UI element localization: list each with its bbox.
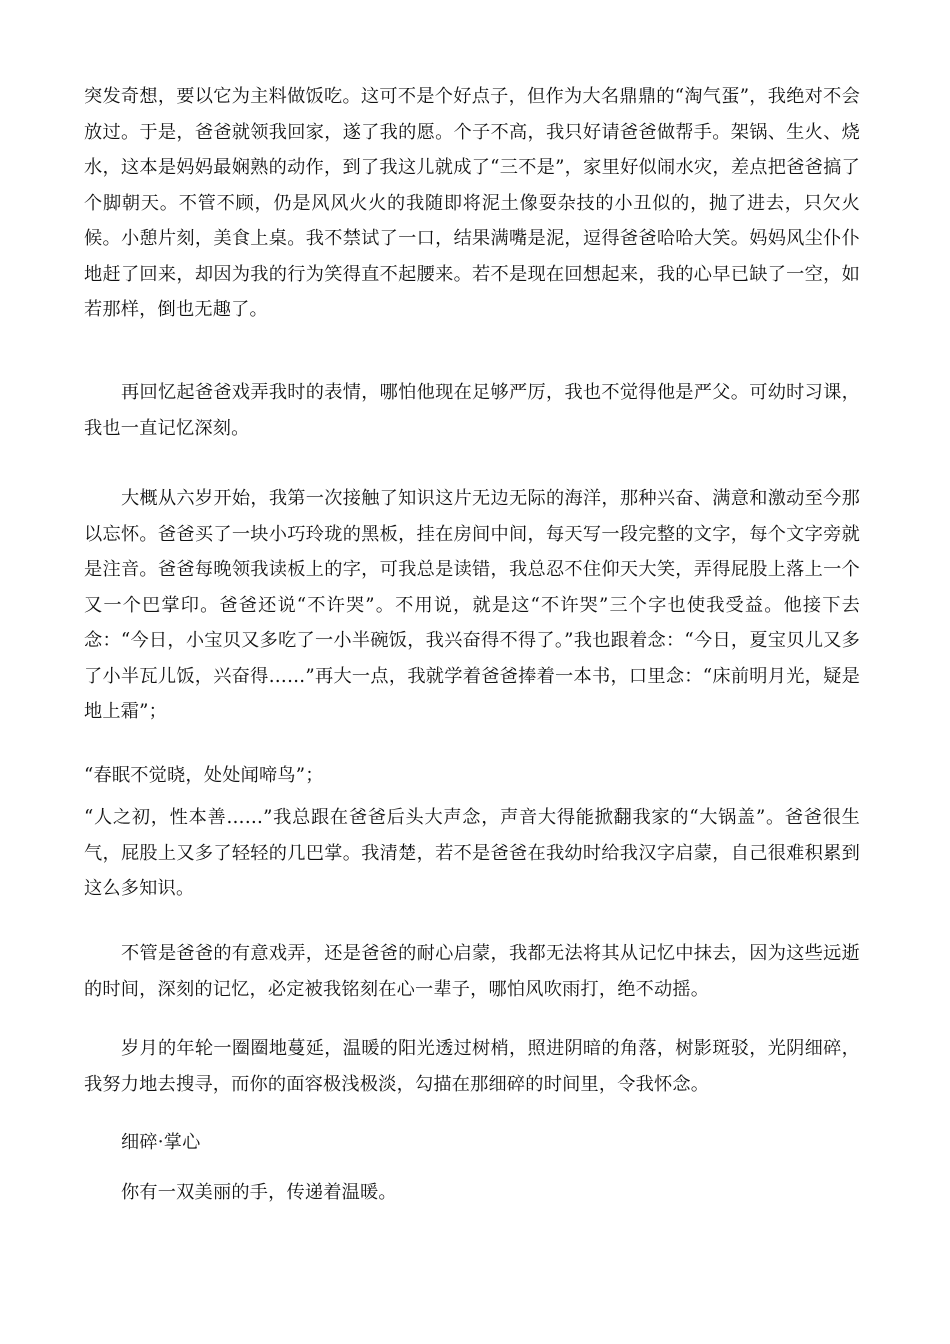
section-heading: 细碎·掌心 (121, 1132, 201, 1153)
paragraph-7: 岁月的年轮一圈圈地蔓延，温暖的阳光透过树梢，照进阴暗的角落，树影斑驳，光阴细碎，我努力地去搜寻，而你的面容极浅极淡，勾描在那细碎的时间里，令我怀念。 (84, 1038, 860, 1095)
paragraph-1: 突发奇想，要以它为主料做饭吃。这可不是个好点子，但作为大名鼎鼎的“淘气蛋”，我绝对不会放过。于是，爸爸就领我回家，遂了我的愿。个子不高，我只好请爸爸做帮手。架锅、生火、烧水，这本是妈妈最娴熟的动作，到了我这儿就成了“三不是”，家里好似闹水灾，差点把爸爸搞了个脚朝天。不管不顾，仍是风风火火的我随即将泥土像耍杂技的小丑似的，抛了进去，只欠火候。小憩片刻，美食上桌。我不禁试了一口，结果满嘴是泥，逗得爸爸哈哈大笑。妈妈风尘仆仆地赶了回来，却因为我的行为笑得直不起腰来。若不是现在回想起来，我的心早已缺了一空，如若那样，倒也无趣了。 (84, 86, 860, 320)
paragraph-6: 不管是爸爸的有意戏弄，还是爸爸的耐心启蒙，我都无法将其从记忆中抹去，因为这些远逝的时间，深刻的记忆，必定被我铭刻在心一辈子，哪怕风吹雨打，绝不动摇。 (84, 943, 860, 1000)
paragraph-5: “人之初，性本善……”我总跟在爸爸后头大声念，声音大得能掀翻我家的“大锅盖”。爸爸很生气，屁股上又多了轻轻的几巴掌。我清楚，若不是爸爸在我幼时给我汉字启蒙，自己很难积累到这么多知识。 (84, 807, 860, 899)
paragraph-4: “春眠不觉晓，处处闻啼鸟”； (84, 765, 324, 786)
paragraph-3: 大概从六岁开始，我第一次接触了知识这片无边无际的海洋，那种兴奋、满意和激动至今那以忘怀。爸爸买了一块小巧玲珑的黑板，挂在房间中间，每天写一段完整的文字，每个文字旁就是注音。爸爸每晚领我读板上的字，可我总是读错，我总忍不住仰天大笑，弄得屁股上落上一个又一个巴掌印。爸爸还说“不许哭”。不用说，就是这“不许哭”三个字也使我受益。他接下去念：“今日，小宝贝又多吃了一小半碗饭，我兴奋得不得了。”我也跟着念：“今日，夏宝贝儿又多了小半瓦儿饭，兴奋得……”再大一点，我就学着爸爸捧着一本书，口里念：“床前明月光，疑是地上霜”； (84, 488, 860, 722)
paragraph-9: 你有一双美丽的手，传递着温暖。 (121, 1182, 397, 1203)
paragraph-2: 再回忆起爸爸戏弄我时的表情，哪怕他现在足够严厉，我也不觉得他是严父。可幼时习课，我也一直记忆深刻。 (84, 382, 860, 439)
